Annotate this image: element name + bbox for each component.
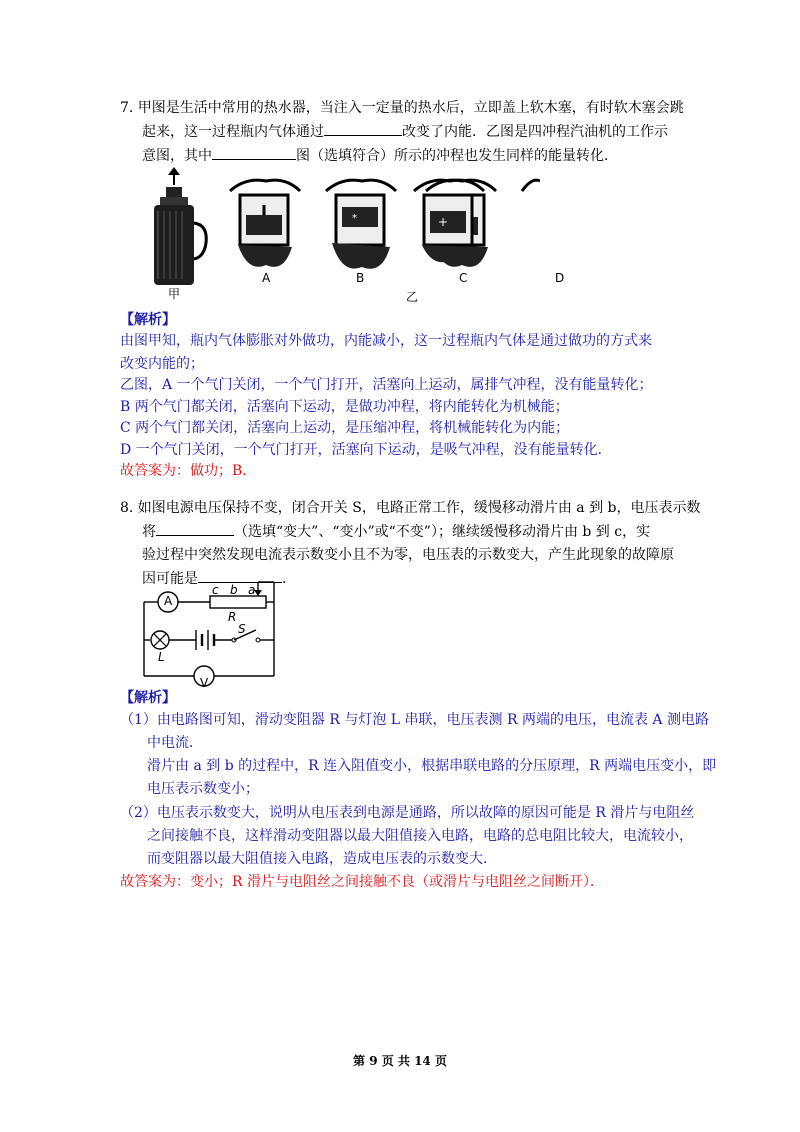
q7-analysis-line: 改变内能的； xyxy=(120,356,204,372)
voltmeter-symbol: V xyxy=(200,676,209,690)
q8-analysis-title: 【解析】 xyxy=(120,690,176,706)
q8-analysis-line: 电压表示数变小； xyxy=(147,781,259,797)
q8-line1: 8. 如图电源电压保持不变，闭合开关 S，电路正常工作，缓慢移动滑片由 a 到 b，电压表示数 xyxy=(120,500,701,516)
q7-line3-text-a: 意图，其中 xyxy=(142,148,212,164)
q7-analysis-line: D 一个气门关闭，一个气门打开，活塞向下运动，是吸气冲程，没有能量转化． xyxy=(120,442,612,458)
switch-label: S xyxy=(238,622,246,636)
ammeter-symbol: A xyxy=(164,594,173,608)
q7-analysis-title: 【解析】 xyxy=(120,312,176,328)
svg-text:+: + xyxy=(438,215,449,229)
q7-line2-text-b: 改变了内能．乙图是四冲程汽油机的工作示 xyxy=(402,124,668,140)
q8-analysis-line: （1）由电路图可知，滑动变阻器 R 与灯泡 L 串联，电压表测 R 两端的电压，电流表 A 测电路 xyxy=(120,712,709,728)
q8-blank-1[interactable] xyxy=(156,521,234,536)
q8-line2-text-b: （选填“变大”、“变小”或“不变”）；继续缓慢移动滑片由 b 到 c，实 xyxy=(234,524,651,540)
figure-label-d: D xyxy=(555,271,565,285)
resistor-label: R xyxy=(228,610,237,624)
figure-yi-label: 乙 xyxy=(406,290,419,304)
slider-point-c: c xyxy=(212,583,219,597)
svg-text:*: * xyxy=(352,213,357,224)
slider-point-a: a xyxy=(248,583,256,597)
q7-line1: 7. 甲图是生活中常用的热水器，当注入一定量的热水后，立即盖上软木塞，有时软木塞会跳 xyxy=(120,100,684,116)
figure-label-b: B xyxy=(356,271,365,285)
q8-analysis-line: （2）电压表示数变大，说明从电压表到电源是通路，所以故障的原因可能是 R 滑片与电阻丝 xyxy=(120,805,695,821)
q7-analysis-line: 由图甲知，瓶内气体膨胀对外做功，内能减小，这一过程瓶内气体是通过做功的方式来 xyxy=(120,333,652,349)
q8-analysis-line: 中电流． xyxy=(147,735,203,751)
q8-line2-text-a: 将 xyxy=(142,524,156,540)
q7-blank-2[interactable] xyxy=(212,145,296,160)
q8-analysis-line: 而变阻器以最大阻值接入电路，造成电压表的示数变大． xyxy=(147,851,497,867)
page-footer: 第 9 页 共 14 页 xyxy=(353,1054,447,1068)
q8-line2 xyxy=(142,521,650,542)
lamp-label: L xyxy=(158,650,165,664)
q7-answer: 故答案为：做功；B． xyxy=(120,463,257,479)
q7-line2-text-a: 起来，这一过程瓶内气体通过 xyxy=(142,124,324,140)
q8-line4-text-a: 因可能是 xyxy=(142,571,198,587)
q7-analysis-line: 乙图，A 一个气门关闭，一个气门打开，活塞向上运动，属排气冲程，没有能量转化； xyxy=(120,377,653,393)
q7-analysis-line: C 两个气门都关闭，活塞向上运动，是压缩冲程，将机械能转化为内能； xyxy=(120,420,570,436)
q8-line3: 验过程中突然发现电流表示数变小且不为零，电压表的示数变大，产生此现象的故障原 xyxy=(142,547,674,563)
figure-jia-label: 甲 xyxy=(168,287,181,301)
engine-d-figure xyxy=(400,177,530,267)
figure-label-c: C xyxy=(459,271,468,285)
q8-analysis-line: 滑片由 a 到 b 的过程中，R 连入阻值变小，根据串联电路的分压原理，R 两端电压变小，即 xyxy=(147,758,717,774)
q7-line2 xyxy=(142,121,668,142)
thermos-image xyxy=(154,167,206,285)
q8-line4-text-b: ． xyxy=(282,571,296,587)
q8-analysis-line: 之间接触不良，这样滑动变阻器以最大阻值接入电路，电路的总电阻比较大，电流较小， xyxy=(147,828,693,844)
engine-b-image xyxy=(326,180,396,269)
q7-blank-1[interactable] xyxy=(324,121,402,136)
q7-analysis-line: B 两个气门都关闭，活塞向下运动，是做功冲程，将内能转化为机械能； xyxy=(120,399,569,415)
q8-answer: 故答案为：变小；R 滑片与电阻丝之间接触不良（或滑片与电阻丝之间断开）． xyxy=(120,874,604,890)
figure-label-a: A xyxy=(262,271,271,285)
q7-line3-text-b: 图（选填符合）所示的冲程也发生同样的能量转化． xyxy=(296,148,618,164)
engine-a-image xyxy=(230,180,300,267)
slider-point-b: b xyxy=(230,583,238,597)
